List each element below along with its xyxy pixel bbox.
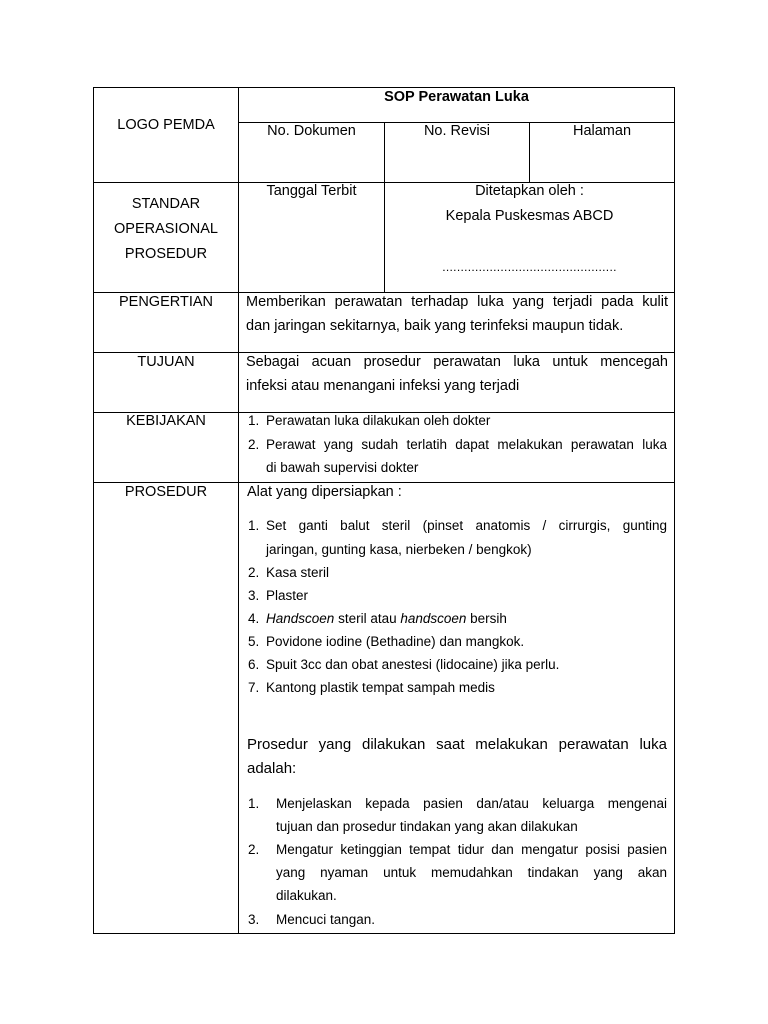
- list-item-text-continued: tujuan dan prosedur tindakan yang akan dilakukan: [276, 819, 578, 834]
- pengertian-text-line-1: Memberikan perawatan terhadap luka yang terjadi pada kulit: [246, 294, 668, 310]
- list-item-text: Povidone iodine (Bethadine) dan mangkok.: [266, 634, 525, 649]
- list-item-text: Spuit 3cc dan obat anestesi (lidocaine) jika perlu.: [266, 657, 560, 672]
- list-item-text-continued: dilakukan.: [276, 888, 337, 903]
- langkah-heading-line-1: Prosedur yang dilakukan saat melakukan perawatan luka: [247, 736, 667, 753]
- italic-term: Handscoen: [266, 611, 335, 626]
- list-item-text: Kantong plastik tempat sampah medis: [266, 680, 495, 695]
- table-border-right: [674, 87, 675, 934]
- list-item-number: 6.: [248, 657, 260, 672]
- list-item-number: 1.: [248, 413, 260, 428]
- sop-label-line-1: STANDAR: [131, 196, 201, 212]
- tujuan-text-line-2: infeksi atau menangani infeksi yang terjadi: [246, 378, 520, 394]
- list-item-number: 4.: [248, 611, 260, 626]
- tujuan-label: TUJUAN: [137, 354, 195, 370]
- alat-heading: Alat yang dipersiapkan :: [247, 484, 402, 500]
- col-no-dokumen: No. Dokumen: [267, 123, 356, 139]
- list-item-text: Kasa steril: [266, 565, 330, 580]
- list-item-number: 1.: [248, 518, 260, 533]
- list-item-number: 3.: [248, 912, 260, 927]
- list-item-number: 5.: [248, 634, 260, 649]
- list-item-text: Set ganti balut steril (pinset anatomis / cirrurgis, gunting: [266, 518, 667, 533]
- list-item-text: Plaster: [266, 588, 309, 603]
- signature-line: ................................................: [442, 260, 617, 274]
- document-title: SOP Perawatan Luka: [384, 89, 529, 105]
- table-border-bottom: [93, 933, 675, 934]
- kebijakan-label: KEBIJAKAN: [126, 413, 206, 429]
- tujuan-text-line-1: Sebagai acuan prosedur perawatan luka untuk mencegah: [246, 354, 668, 370]
- list-item-text: [266, 607, 507, 630]
- sop-label-line-3: PROSEDUR: [124, 246, 208, 262]
- list-item-text: Menjelaskan kepada pasien dan/atau keluarga mengenai: [276, 796, 667, 811]
- italic-term: handscoen: [400, 611, 467, 626]
- list-item-number: 2.: [248, 565, 260, 580]
- ditetapkan-oleh-label: Ditetapkan oleh :: [475, 183, 584, 199]
- text-segment: steril atau: [334, 611, 401, 626]
- pengertian-text-line-2: dan jaringan sekitarnya, baik yang terinfeksi maupun tidak.: [246, 318, 624, 334]
- prosedur-label: PROSEDUR: [124, 484, 208, 500]
- logo-placeholder: LOGO PEMDA: [117, 117, 215, 133]
- langkah-heading-line-2: adalah:: [247, 760, 297, 777]
- sop-label-line-2: OPERASIONAL: [114, 221, 218, 237]
- list-item-text-continued: jaringan, gunting kasa, nierbeken / bengkok): [266, 542, 532, 557]
- text-segment: bersih: [466, 611, 507, 626]
- kepala-puskesmas: Kepala Puskesmas ABCD: [445, 208, 614, 224]
- list-item-number: 1.: [248, 796, 260, 811]
- tanggal-terbit-label: Tanggal Terbit: [266, 183, 357, 199]
- pengertian-label: PENGERTIAN: [118, 294, 213, 310]
- list-item-text: Mengatur ketinggian tempat tidur dan mengatur posisi pasien: [276, 842, 667, 857]
- list-item-number: 2.: [248, 842, 260, 857]
- col-halaman: Halaman: [572, 123, 632, 139]
- list-item-text: Perawat yang sudah terlatih dapat melakukan perawatan luka: [266, 437, 667, 452]
- list-item-number: 7.: [248, 680, 260, 695]
- list-item-number: 2.: [248, 437, 260, 452]
- list-item-text: Perawatan luka dilakukan oleh dokter: [266, 413, 491, 428]
- list-item-text-continued: yang nyaman untuk memudahkan tindakan yang akan: [276, 865, 667, 880]
- list-item-text-continued: di bawah supervisi dokter: [266, 460, 419, 475]
- table-column-divider: [238, 87, 239, 934]
- list-item-number: 3.: [248, 588, 260, 603]
- col-no-revisi: No. Revisi: [423, 123, 491, 139]
- list-item-text: Mencuci tangan.: [276, 912, 376, 927]
